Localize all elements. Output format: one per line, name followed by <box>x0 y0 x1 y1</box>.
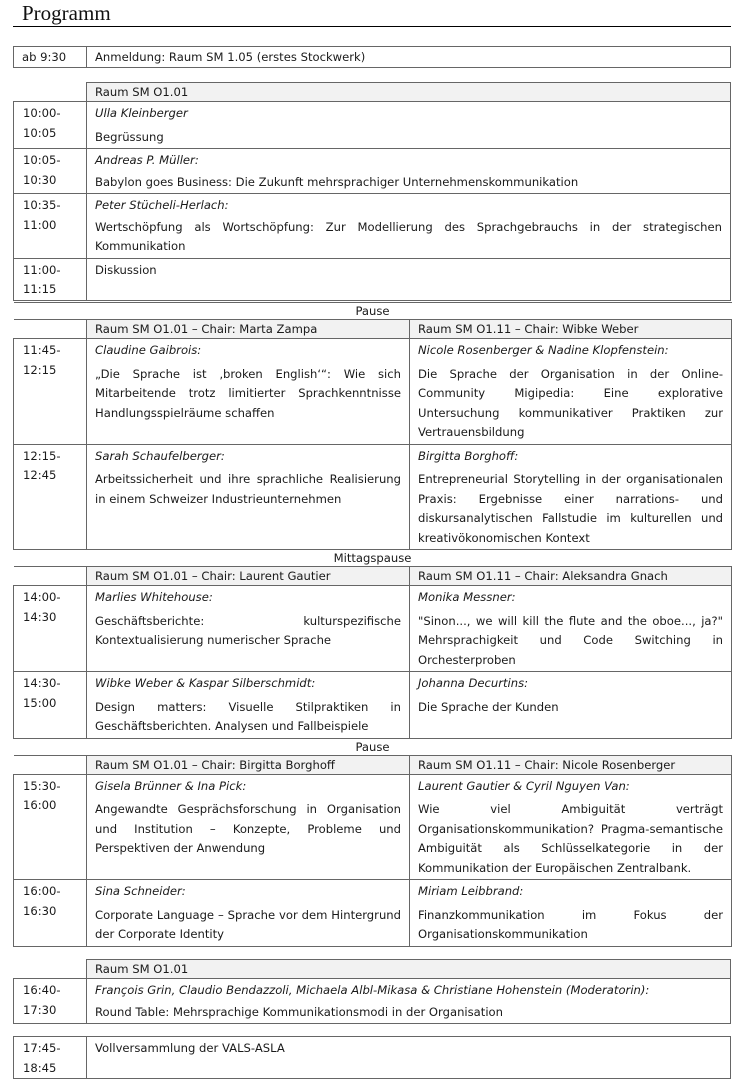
schedule-row <box>14 102 731 149</box>
opening-table <box>13 82 731 301</box>
time-cell: 14:00- 14:30 <box>14 586 87 672</box>
speaker-name: Gisela Brünner & Ina Pick: <box>95 778 247 793</box>
speaker-name: Andreas P. Müller: <box>95 153 199 167</box>
schedule-row <box>14 258 731 300</box>
break-label: Mittagspause <box>14 550 732 567</box>
speaker-name: Sarah Schaufelberger: <box>95 448 225 463</box>
speaker-name: Peter Stücheli-Herlach: <box>95 198 229 212</box>
speaker-name: Monika Messner: <box>418 590 516 604</box>
schedule-row <box>14 339 732 445</box>
talk-title: "Sinon..., we will kill the flute and the oboe..., ja?" Mehrsprachigkeit und Code Switching in Orchesterproben <box>418 613 724 667</box>
time-cell: 15:30- 16:00 <box>14 774 87 880</box>
room-header: Raum SM O1.01 – Chair: Marta Zampa <box>87 320 410 339</box>
time-cell: 16:40- 17:30 <box>14 979 87 1024</box>
talk-title: Wie viel Ambiguität verträgt Organisationskommunikation? Pragma-semantische Ambiguität als Schlüsselkategorie in der Kommunikation der Europäischen Zentralbank. <box>418 802 724 875</box>
talk-title: Die Sprache der Organisation in der Online-Community Migipedia: Eine explorative Untersuchung kommunikativer Praktiken zur Vertrauensbildung <box>418 366 724 439</box>
speaker-name: Miriam Leibbrand: <box>418 884 524 898</box>
page-title: Programm <box>22 1 111 25</box>
talk-title: Geschäftsberichte: kulturspezifische Kontextualisierung numerischer Sprache <box>95 613 401 647</box>
talk-title: Arbeitssicherheit und ihre sprachliche Realisierung in einem Schweizer Industrieunternehmen <box>95 472 401 506</box>
room-header: Raum SM O1.01 <box>87 960 731 979</box>
talk-title: „Die Sprache ist ‚broken English‘“: Wie sich Mitarbeitende trotz limitierter Sprachkenntnisse Handlungsspielräume schaffen <box>95 366 401 420</box>
roundtable-table <box>13 959 731 1024</box>
speaker-name: Marlies Whitehouse: <box>95 590 213 604</box>
talk-title: Begrüssung <box>95 129 164 144</box>
speaker-name: Nicole Rosenberger & Nadine Klopfenstein: <box>418 343 669 357</box>
room-header: Raum SM O1.11 – Chair: Wibke Weber <box>410 320 732 339</box>
speaker-name: Claudine Gaibrois: <box>95 343 202 357</box>
schedule-row <box>14 672 732 739</box>
registration-text: Anmeldung: Raum SM 1.05 (erstes Stockwerk) <box>87 47 731 68</box>
parallel-sessions-table <box>13 302 732 947</box>
schedule-row <box>14 444 732 550</box>
time-cell: 12:15- 12:45 <box>14 444 87 550</box>
speaker-name: Johanna Decurtins: <box>418 676 529 690</box>
time-cell: 11:00- 11:15 <box>14 258 87 300</box>
talk-title: Diskussion <box>95 262 157 277</box>
talk-title: Entrepreneurial Storytelling in der organisationalen Praxis: Ergebnisse einer narrations- und diskursanalytischen Fallstudie im kulturellen und kreativökonomischen Kontext <box>418 472 724 545</box>
talk-title: Wertschöpfung als Wortschöpfung: Zur Modellierung des Sprachgebrauchs in der strategischen Kommunikation <box>95 219 722 253</box>
schedule-row <box>14 194 731 259</box>
schedule-row <box>14 880 732 947</box>
talk-title: Finanzkommunikation im Fokus der Organisationskommunikation <box>418 907 724 941</box>
schedule-row <box>14 774 732 880</box>
assembly-text: Vollversammlung der VALS-ASLA <box>87 1037 731 1079</box>
time-cell: 16:00- 16:30 <box>14 880 87 947</box>
speaker-name: Ulla Kleinberger <box>95 106 188 120</box>
room-header: Raum SM O1.11 – Chair: Aleksandra Gnach <box>410 567 732 586</box>
schedule-row <box>14 586 732 672</box>
schedule-row <box>14 1037 731 1079</box>
time-cell: 10:05- 10:30 <box>14 149 87 194</box>
speaker-name: Sina Schneider: <box>95 884 186 898</box>
talk-title: Design matters: Visuelle Stilpraktiken in Geschäftsberichten. Analysen und Fallbeispiele <box>95 699 401 733</box>
registration-table <box>13 46 731 68</box>
time-cell: 14:30- 15:00 <box>14 672 87 739</box>
schedule-row <box>14 979 731 1024</box>
room-header: Raum SM O1.11 – Chair: Nicole Rosenberger <box>410 755 732 774</box>
time-cell: 17:45- 18:45 <box>14 1037 87 1079</box>
time-cell: 10:00- 10:05 <box>14 102 87 149</box>
break-label: Pause <box>14 303 732 320</box>
talk-title: Babylon goes Business: Die Zukunft mehrsprachiger Unternehmenskommunikation <box>95 174 579 189</box>
speaker-name: Wibke Weber & Kaspar Silberschmidt: <box>95 676 316 690</box>
talk-title: Die Sprache der Kunden <box>418 699 559 714</box>
time-cell: ab 9:30 <box>14 47 87 68</box>
schedule-row <box>14 149 731 194</box>
assembly-table <box>13 1036 731 1079</box>
break-label: Pause <box>14 738 732 755</box>
time-cell: 11:45- 12:15 <box>14 339 87 445</box>
title-rule <box>13 26 731 27</box>
talk-title: Angewandte Gesprächsforschung in Organisation und Institution – Konzepte, Probleme und Perspektiven der Anwendung <box>95 802 401 855</box>
time-cell: 10:35- 11:00 <box>14 194 87 259</box>
speaker-name: Laurent Gautier & Cyril Nguyen Van: <box>418 778 630 793</box>
room-header: Raum SM O1.01 – Chair: Laurent Gautier <box>87 567 410 586</box>
speaker-name: Birgitta Borghoff: <box>418 448 519 463</box>
room-header: Raum SM O1.01 – Chair: Birgitta Borghoff <box>87 755 410 774</box>
talk-title: Corporate Language – Sprache vor dem Hintergrund der Corporate Identity <box>95 907 401 941</box>
talk-title: Round Table: Mehrsprachige Kommunikationsmodi in der Organisation <box>95 1004 503 1019</box>
speaker-name: François Grin, Claudio Bendazzoli, Michaela Albl-Mikasa & Christiane Hohenstein (Moderatorin): <box>95 983 650 997</box>
registration-row <box>14 47 731 68</box>
room-header: Raum SM O1.01 <box>87 83 731 102</box>
